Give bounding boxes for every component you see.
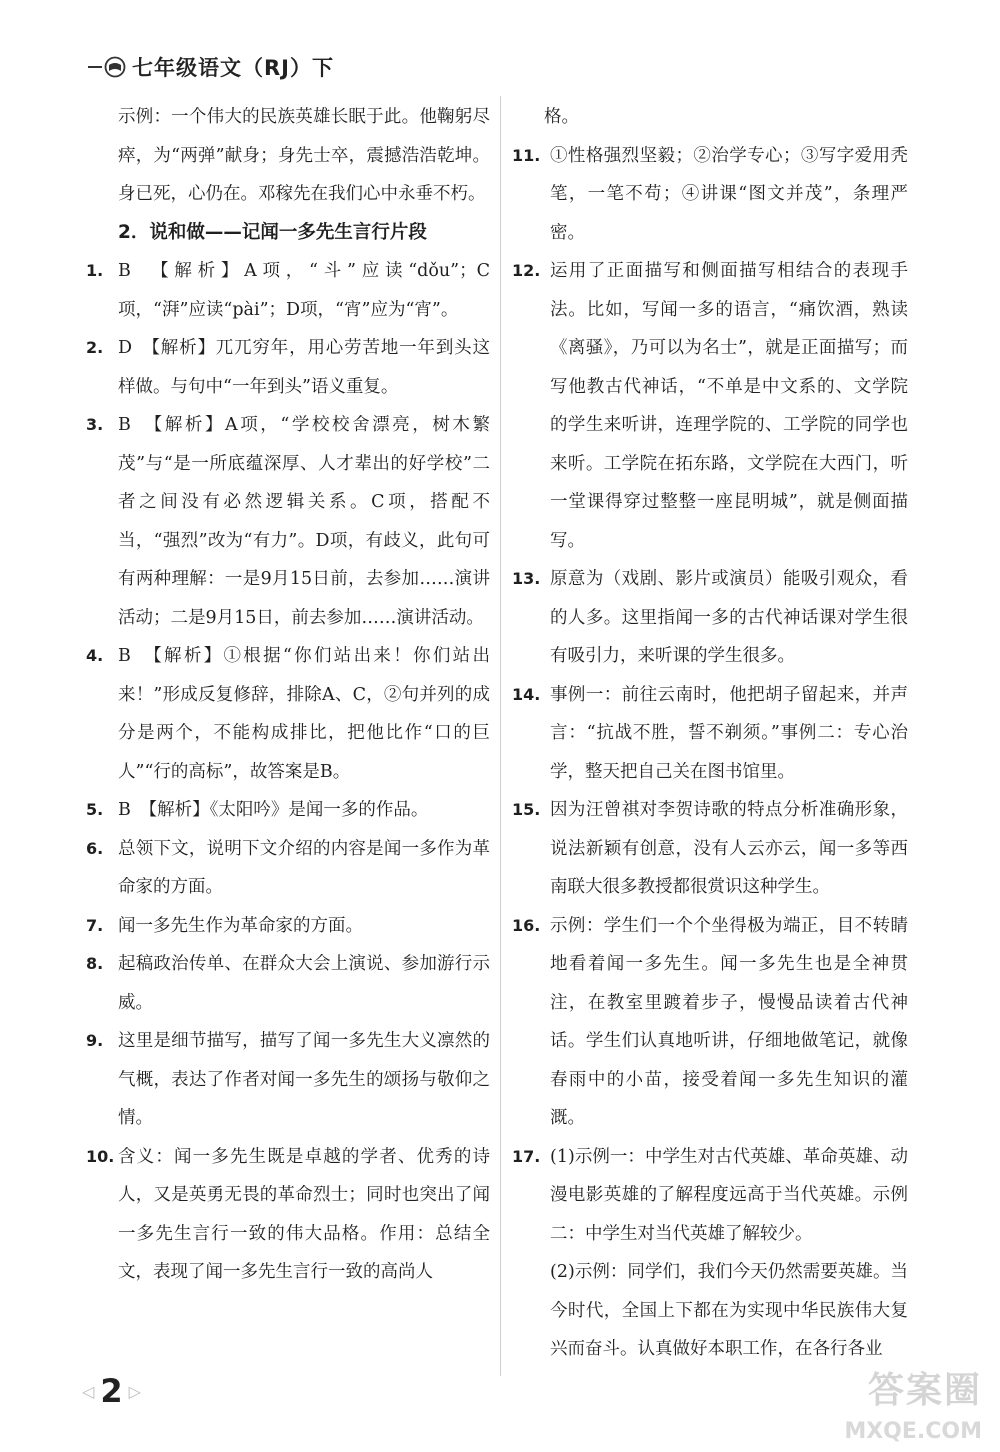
column-divider <box>500 96 501 1376</box>
answer-number: 1. <box>86 261 104 280</box>
book-title: 七年级语文（RJ）下 <box>132 56 334 80</box>
header-dash <box>88 66 102 68</box>
answer-number: 8. <box>86 954 104 973</box>
left-column <box>86 98 490 1292</box>
answer-text: B 【解析】A项，“学校校舍漂亮，树木繁茂”与“是一所底蕴深厚、人才辈出的好学校”二者之间没有必然逻辑关系。C项，搭配不当，“强烈”改为“有力”。D项，有歧义，此句可有两种理解：一是9月15日前，去参加……演讲活动；二是9月15日，前去参加……演讲活动。 <box>118 415 490 628</box>
answer-number: 15. <box>512 800 541 819</box>
answer-text: 含义：闻一多先生既是卓越的学者、优秀的诗人，又是英勇无畏的革命烈士；同时也突出了闻一多先生言行一致的伟大品格。作用：总结全文，表现了闻一多先生言行一致的高尚人 <box>118 1146 490 1282</box>
answer-number: 16. <box>512 915 541 935</box>
answer-item <box>86 252 490 329</box>
answer-item <box>86 945 490 1022</box>
answer-text: 原意为（戏剧、影片或演员）能吸引观众，看的人多。这里指闻一多的古代神话课对学生很有吸引力，来听课的学生很多。 <box>550 569 908 666</box>
answer-text: 总领下文，说明下文介绍的内容是闻一多作为革命家的方面。 <box>118 838 490 897</box>
answer-item <box>512 560 908 676</box>
book-badge-icon <box>104 56 126 78</box>
answer-item <box>86 1022 490 1138</box>
answer-text: D 【解析】兀兀穷年，用心劳苦地一年到头这样做。与句中“一年到头”语义重复。 <box>118 338 490 397</box>
answer-item <box>512 252 908 560</box>
answer-text: B 【解析】《太阳吟》是闻一多的作品。 <box>118 800 429 820</box>
answer-item <box>512 791 908 907</box>
answer-item <box>86 907 490 946</box>
answer-number: 4. <box>86 646 104 665</box>
watermark-text: 答案圈 <box>867 1370 982 1411</box>
answer-text: 事例一：前往云南时，他把胡子留起来，并声言：“抗战不胜，誓不剃须。”事例二：专心治学，整天把自己关在图书馆里。 <box>550 684 908 782</box>
answer-number: 13. <box>512 569 541 588</box>
watermark <box>832 1362 982 1444</box>
footer-deco-right: ▷ <box>128 1381 141 1401</box>
answer-number: 7. <box>86 915 104 935</box>
right-column <box>512 98 908 1369</box>
answer-item <box>512 137 908 253</box>
answer-text: 闻一多先生作为革命家的方面。 <box>118 915 363 936</box>
answer-number: 12. <box>512 261 541 280</box>
answer-number: 6. <box>86 838 104 858</box>
answer-number: 10. <box>86 1146 115 1166</box>
watermark-url: MXQE.COM <box>844 1419 982 1444</box>
carry-over-text: 格。 <box>544 107 579 127</box>
answer-number: 9. <box>86 1031 104 1050</box>
answer-item <box>86 830 490 907</box>
answer-number: 11. <box>512 145 541 165</box>
answer-number: 2. <box>86 338 104 357</box>
left-answer-list <box>86 252 490 1292</box>
answer-text: 示例：学生们一个个坐得极为端正，目不转睛地看着闻一多先生。闻一多先生也是全神贯注，在教室里踱着步子，慢慢品读着古代神话。学生们认真地听讲，仔细地做笔记，就像春雨中的小苗，接受着闻一多先生知识的灌溉。 <box>550 915 908 1128</box>
answer-number: 17. <box>512 1146 541 1166</box>
answer-text: 运用了正面描写和侧面描写相结合的表现手法。比如，写闻一多的语言，“痛饮酒，熟读《离骚》，乃可以为名士”，就是正面描写；而写他教古代神话，“不单是中文系的、文学院的学生来听讲，连理学院的、工学院的同学也来听。工学院在拓东路，文学院在大西门，听一堂课得穿过整整一座昆明城”，就是侧面描写。 <box>550 261 908 551</box>
answer-item <box>86 637 490 791</box>
answer-number: 14. <box>512 684 541 704</box>
section-title: 2．说和做——记闻一多先生言行片段 <box>118 221 427 243</box>
answer-number: 3. <box>86 415 104 434</box>
answer-item <box>512 907 908 1138</box>
intro-example: 示例：一个伟大的民族英雄长眠于此。他鞠躬尽瘁，为“两弹”献身；身先士卒，震撼浩浩乾坤。身已死，心仍在。邓稼先在我们心中永垂不朽。 <box>118 107 490 204</box>
answer-text: 起稿政治传单、在群众大会上演说、参加游行示威。 <box>118 954 490 1013</box>
answer-item <box>86 406 490 637</box>
footer-deco-left: ◁ <box>82 1381 95 1401</box>
page-footer <box>82 1372 141 1410</box>
answer-item <box>512 1138 908 1254</box>
answer-text: ①性格强烈坚毅；②治学专心；③写字爱用秃笔，一笔不苟；④讲课“图文并茂”，条理严密。 <box>550 145 908 243</box>
item-17-part-2: (2)示例：同学们，我们今天仍然需要英雄。当今时代，全国上下都在为实现中华民族伟大复兴而奋斗。认真做好本职工作，在各行各业 <box>550 1262 908 1359</box>
page-number: 2 <box>100 1372 123 1410</box>
answer-text: 因为汪曾祺对李贺诗歌的特点分析准确形象，说法新颖有创意，没有人云亦云，闻一多等西南联大很多教授都很赏识这种学生。 <box>550 800 908 897</box>
page-header <box>88 52 334 82</box>
answer-item <box>86 329 490 406</box>
right-answer-list <box>512 137 908 1254</box>
answer-text: 这里是细节描写，描写了闻一多先生大义凛然的气概，表达了作者对闻一多先生的颂扬与敬仰之情。 <box>118 1031 490 1128</box>
answer-text: B 【解析】①根据“你们站出来！你们站出来！”形成反复修辞，排除A、C，②句并列的成分是两个，不能构成排比，把他比作“口的巨人”“行的高标”，故答案是B。 <box>118 646 490 782</box>
answer-text: (1)示例一：中学生对古代英雄、革命英雄、动漫电影英雄的了解程度远高于当代英雄。示例二：中学生对当代英雄了解较少。 <box>550 1146 908 1244</box>
answer-item <box>86 791 490 830</box>
answer-text: B 【解析】A项，“斗”应读“dǒu”；C项，“湃”应读“pài”；D项，“宵”应为“宵”。 <box>118 261 490 320</box>
answer-item <box>86 1138 490 1292</box>
answer-item <box>512 676 908 792</box>
answer-number: 5. <box>86 800 104 819</box>
